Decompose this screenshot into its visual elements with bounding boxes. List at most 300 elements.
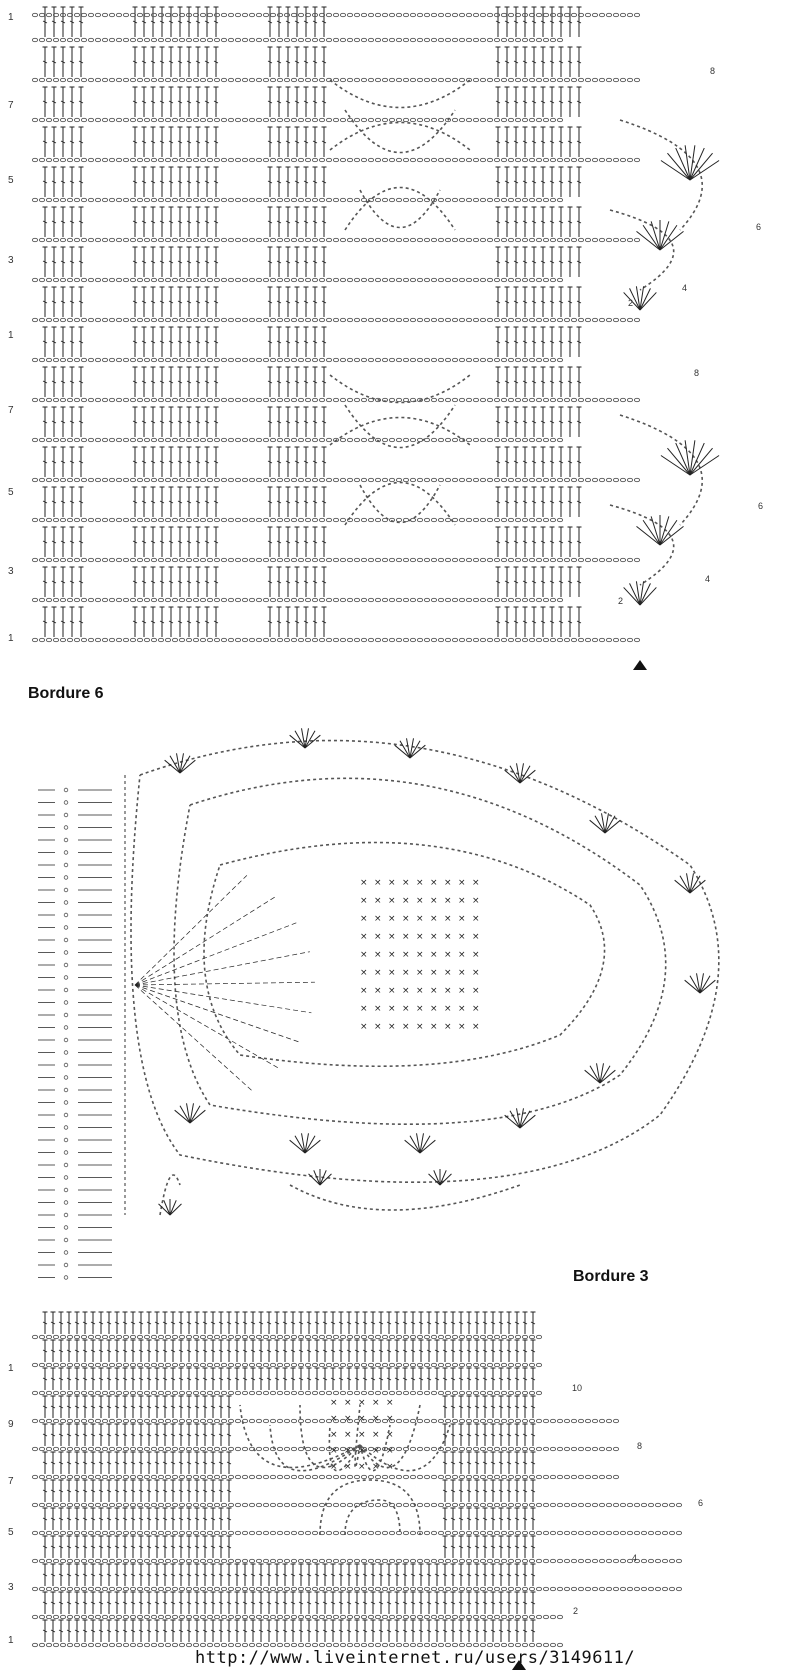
chain-stitch-icon [361,1559,366,1562]
chain-stitch-icon [123,1447,128,1450]
single-crochet-icon: × [416,1022,424,1032]
chain-stitch-icon [284,638,289,641]
chain-stitch-icon [186,1643,191,1646]
chain-stitch-icon [53,638,58,641]
chain-stitch-icon [214,558,219,561]
chain-stitch-icon [375,13,380,16]
chain-stitch-icon [263,238,268,241]
chain-stitch-icon [123,1643,128,1646]
chain-stitch-icon [53,318,58,321]
chain-stitch-icon [158,1615,163,1618]
chain-stitch-icon [613,558,618,561]
chain-stitch-icon [64,1251,68,1255]
chain-stitch-icon [284,198,289,201]
single-crochet-icon: × [430,950,438,960]
chain-stitch-icon [466,238,471,241]
chain-stitch-icon [480,1531,485,1534]
chain-stitch-icon [298,38,303,41]
chain-stitch-icon [424,358,429,361]
chain-stitch-icon [543,518,548,521]
chain-stitch-icon [53,1531,58,1534]
chain-stitch-icon [81,1531,86,1534]
chain-stitch-icon [389,158,394,161]
chain-stitch-icon [529,1559,534,1562]
chain-stitch-icon [333,1615,338,1618]
chain-stitch-icon [396,438,401,441]
chain-stitch-icon [396,1643,401,1646]
chain-stitch-icon [200,1643,205,1646]
chain-stitch-icon [319,1615,324,1618]
chain-stitch-icon [473,1503,478,1506]
chain-stitch-icon [172,78,177,81]
chain-stitch-icon [102,1503,107,1506]
chain-stitch-icon [480,358,485,361]
chain-stitch-icon [158,1531,163,1534]
chain-stitch-icon [375,318,380,321]
chain-stitch-icon [494,1475,499,1478]
chain-stitch-icon [599,638,604,641]
single-crochet-icon: × [374,896,382,906]
chain-stitch-icon [46,1643,51,1646]
single-crochet-icon: × [374,1022,382,1032]
chain-stitch-icon [431,118,436,121]
chain-stitch-icon [508,1643,513,1646]
chain-stitch-icon [501,398,506,401]
chain-stitch-icon [438,238,443,241]
chain-stitch-icon [487,118,492,121]
chain-stitch-icon [186,518,191,521]
chain-stitch-icon [459,158,464,161]
chain-stitch-icon [543,1503,548,1506]
chain-stitch-icon [333,1559,338,1562]
chain-stitch-icon [438,1475,443,1478]
chain-stitch-icon [256,278,261,281]
chain-stitch-icon [277,518,282,521]
chain-stitch-icon [648,1503,653,1506]
chain-stitch-icon [179,38,184,41]
chain-stitch-icon [130,638,135,641]
chain-stitch-icon [172,158,177,161]
chain-stitch-icon [249,438,254,441]
chain-stitch-icon [95,158,100,161]
chain-stitch-icon [487,398,492,401]
chain-stitch-icon [536,78,541,81]
chain-stitch-icon [179,78,184,81]
chain-stitch-icon [543,478,548,481]
chain-stitch-icon [39,158,44,161]
chain-stitch-icon [46,78,51,81]
chain-stitch-icon [298,238,303,241]
chain-stitch-icon [312,38,317,41]
chain-stitch-icon [102,318,107,321]
chain-stitch-icon [515,1531,520,1534]
chain-stitch-icon [438,198,443,201]
chain-stitch-icon [389,598,394,601]
chain-stitch-icon [529,1475,534,1478]
single-crochet-icon: × [360,878,368,888]
chain-stitch-icon [389,198,394,201]
chain-stitch-icon [354,518,359,521]
chain-stitch-icon [354,118,359,121]
chain-stitch-icon [81,398,86,401]
chain-stitch-icon [221,13,226,16]
chain-stitch-icon [102,478,107,481]
chain-stitch-icon [536,1531,541,1534]
chain-stitch-icon [116,1475,121,1478]
chain-stitch-icon [361,1475,366,1478]
chain-stitch-icon [368,358,373,361]
chain-stitch-icon [109,318,114,321]
chain-stitch-icon [179,1643,184,1646]
single-crochet-icon: × [402,968,410,978]
chain-stitch-icon [550,558,555,561]
single-crochet-icon: × [430,986,438,996]
chain-stitch-icon [88,1643,93,1646]
chain-stitch-icon [676,1503,681,1506]
chain-stitch-icon [74,1615,79,1618]
chain-stitch-icon [116,1503,121,1506]
chain-stitch-icon [270,398,275,401]
chain-stitch-icon [228,518,233,521]
chain-stitch-icon [627,238,632,241]
chain-stitch-icon [417,1587,422,1590]
chain-stitch-icon [354,1559,359,1562]
chain-stitch-icon [354,1615,359,1618]
chain-stitch-icon [557,1503,562,1506]
chain-stitch-icon [613,238,618,241]
chain-stitch-icon [501,118,506,121]
single-crochet-icon: × [388,986,396,996]
chain-stitch-icon [389,1559,394,1562]
chain-stitch-icon [494,1615,499,1618]
chain-stitch-icon [452,358,457,361]
chain-stitch-icon [172,1531,177,1534]
chain-stitch-icon [557,1531,562,1534]
chain-stitch-icon [242,13,247,16]
chain-stitch-icon [88,78,93,81]
chain-stitch-icon [137,1531,142,1534]
chain-stitch-icon [592,478,597,481]
chain-stitch-icon [515,1559,520,1562]
chain-stitch-icon [319,1559,324,1562]
chain-stitch-icon [207,478,212,481]
chain-stitch-icon [592,558,597,561]
chain-stitch-icon [522,358,527,361]
chain-stitch-icon [452,1559,457,1562]
chain-stitch-icon [613,1559,618,1562]
single-crochet-icon: × [458,932,466,942]
single-crochet-icon: × [360,986,368,996]
chain-stitch-icon [368,318,373,321]
chain-stitch-icon [74,1531,79,1534]
chain-stitch-icon [214,398,219,401]
chain-stitch-icon [347,198,352,201]
chain-stitch-icon [151,278,156,281]
chain-stitch-icon [284,13,289,16]
chain-stitch-icon [494,278,499,281]
chain-stitch-icon [396,318,401,321]
chain-stitch-icon [249,158,254,161]
chain-stitch-icon [480,478,485,481]
chain-stitch-icon [249,358,254,361]
chain-stitch-icon [228,1615,233,1618]
chain-stitch-icon [557,1475,562,1478]
single-crochet-icon: × [402,878,410,888]
chain-stitch-icon [326,198,331,201]
chain-stitch-icon [102,518,107,521]
chain-stitch-icon [564,1447,569,1450]
chain-stitch-icon [487,78,492,81]
chain-stitch-icon [46,118,51,121]
chain-stitch-icon [235,398,240,401]
chain-stitch-icon [396,1447,401,1450]
row-number: 5 [8,487,14,498]
chain-stitch-icon [158,1643,163,1646]
chain-stitch-icon [277,278,282,281]
chain-stitch-icon [424,238,429,241]
chain-stitch-icon [459,278,464,281]
chain-stitch-icon [249,278,254,281]
chain-stitch-icon [319,398,324,401]
chain-stitch-icon [67,398,72,401]
chain-stitch-icon [319,1475,324,1478]
chain-stitch-icon [137,278,142,281]
chain-stitch-icon [207,158,212,161]
chain-stitch-icon [64,1088,68,1092]
start-arrow-icon [633,660,647,670]
single-crochet-icon: × [458,914,466,924]
chain-stitch-icon [277,118,282,121]
chain-stitch-icon [599,318,604,321]
chain-stitch-icon [179,558,184,561]
chain-stitch-icon [32,1615,37,1618]
chain-stitch-icon [256,1475,261,1478]
chain-stitch-icon [256,238,261,241]
chain-stitch-icon [172,118,177,121]
chain-stitch-icon [291,438,296,441]
chain-stitch-icon [452,198,457,201]
chain-stitch-icon [207,1643,212,1646]
chain-stitch-icon [53,1503,58,1506]
chain-stitch-icon [277,78,282,81]
chain-stitch-icon [669,1531,674,1534]
chain-stitch-icon [116,1643,121,1646]
chain-stitch-icon [529,198,534,201]
chain-stitch-icon [207,398,212,401]
chain-stitch-icon [193,1559,198,1562]
chain-stitch-icon [165,1531,170,1534]
chain-stitch-icon [368,278,373,281]
chain-stitch-icon [249,1475,254,1478]
chain-stitch-icon [137,638,142,641]
chain-stitch-icon [277,1447,282,1450]
chain-stitch-icon [207,1447,212,1450]
chain-stitch-icon [410,558,415,561]
chain-stitch-icon [452,158,457,161]
chain-stitch-icon [368,1531,373,1534]
chain-stitch-icon [242,638,247,641]
chain-arc [620,415,702,525]
chain-stitch-icon [333,1643,338,1646]
chain-stitch-icon [543,238,548,241]
chain-stitch-icon [333,1475,338,1478]
chain-stitch-icon [389,318,394,321]
chain-stitch-icon [543,1587,548,1590]
chain-stitch-icon [536,478,541,481]
chain-stitch-icon [557,518,562,521]
chain-stitch-icon [459,1559,464,1562]
chain-stitch-icon [410,1475,415,1478]
chain-stitch-icon [389,1643,394,1646]
chain-stitch-icon [214,1447,219,1450]
chain-stitch-icon [613,478,618,481]
chain-stitch-icon [550,38,555,41]
chain-stitch-icon [109,278,114,281]
chain-stitch-icon [200,1447,205,1450]
chain-stitch-icon [312,358,317,361]
chain-stitch-icon [116,438,121,441]
chain-stitch-icon [613,1503,618,1506]
chain-stitch-icon [249,478,254,481]
chain-stitch-icon [522,1559,527,1562]
chain-stitch-icon [95,638,100,641]
chain-stitch-icon [256,1503,261,1506]
chain-stitch-icon [81,38,86,41]
chain-stitch-icon [466,478,471,481]
chain-stitch-icon [235,1587,240,1590]
chain-stitch-icon [494,518,499,521]
chain-stitch-icon [459,1615,464,1618]
chain-stitch-icon [606,558,611,561]
chain-stitch-icon [312,198,317,201]
chain-stitch-icon [529,1503,534,1506]
chain-stitch-icon [102,1643,107,1646]
chain-stitch-icon [501,78,506,81]
chain-stitch-icon [116,598,121,601]
chain-stitch-icon [116,118,121,121]
single-crochet-icon: × [444,950,452,960]
chain-stitch-icon [627,13,632,16]
chain-stitch-icon [116,158,121,161]
chain-stitch-icon [207,438,212,441]
chain-stitch-icon [46,278,51,281]
chain-stitch-icon [165,1559,170,1562]
chain-stitch-icon [410,13,415,16]
chain-stitch-icon [340,398,345,401]
chain-stitch-icon [60,318,65,321]
chain-stitch-icon [165,1643,170,1646]
chain-stitch-icon [123,13,128,16]
chain-stitch-icon [137,1559,142,1562]
chain-stitch-icon [46,38,51,41]
chain-stitch-icon [417,78,422,81]
chain-stitch-icon [88,478,93,481]
chain-stitch-icon [361,438,366,441]
chain-stitch-icon [606,1475,611,1478]
chain-stitch-icon [319,438,324,441]
chain-stitch-icon [417,13,422,16]
chain-stitch-icon [277,1643,282,1646]
chain-stitch-icon [144,1475,149,1478]
chain-stitch-icon [158,158,163,161]
chain-stitch-icon [95,78,100,81]
chain-stitch-icon [235,1615,240,1618]
chain-stitch-icon [64,888,68,892]
chain-stitch-icon [158,78,163,81]
chain-stitch-icon [592,318,597,321]
chain-stitch-icon [403,1643,408,1646]
chain-stitch-icon [53,118,58,121]
chain-stitch-icon [179,1587,184,1590]
chain-stitch-icon [494,1587,499,1590]
chain-stitch-icon [354,598,359,601]
chain-stitch-icon [522,38,527,41]
chain-stitch-icon [200,478,205,481]
chain-stitch-icon [130,1503,135,1506]
chain-stitch-icon [256,398,261,401]
single-crochet-icon: × [430,878,438,888]
chain-stitch-icon [522,1503,527,1506]
chain-stitch-icon [375,518,380,521]
chain-stitch-icon [480,598,485,601]
chain-stitch-icon [256,598,261,601]
chain-stitch-icon [438,1531,443,1534]
chain-stitch-icon [557,358,562,361]
chain-stitch-icon [515,638,520,641]
chain-stitch-icon [64,826,68,830]
chain-stitch-icon [277,198,282,201]
chain-stitch-icon [46,1503,51,1506]
chain-stitch-icon [32,78,37,81]
chain-stitch-icon [193,1475,198,1478]
chain-stitch-icon [102,38,107,41]
chain-stitch-icon [536,118,541,121]
chain-stitch-icon [466,438,471,441]
chain-stitch-icon [557,318,562,321]
chain-stitch-icon [599,1559,604,1562]
chain-stitch-icon [88,438,93,441]
chain-stitch-icon [361,518,366,521]
chain-stitch-icon [284,1475,289,1478]
fan-stitch-icon [643,520,660,545]
chain-stitch-icon [109,1531,114,1534]
chain-stitch-icon [263,1615,268,1618]
chain-stitch-icon [179,438,184,441]
chain-stitch-icon [53,278,58,281]
chain-stitch-icon [452,1615,457,1618]
chain-stitch-icon [354,38,359,41]
chain-stitch-icon [368,118,373,121]
chain-stitch-icon [95,558,100,561]
chain-stitch-icon [347,1531,352,1534]
chain-stitch-icon [424,318,429,321]
chain-stitch-icon [53,198,58,201]
chain-stitch-icon [424,78,429,81]
chain-stitch-icon [67,38,72,41]
chain-stitch-icon [172,38,177,41]
chain-stitch-icon [466,13,471,16]
chain-stitch-icon [578,318,583,321]
chain-stitch-icon [123,1531,128,1534]
chain-stitch-icon [431,1559,436,1562]
chain-stitch-icon [270,358,275,361]
chain-stitch-icon [333,278,338,281]
chain-stitch-icon [137,318,142,321]
chain-stitch-icon [228,1447,233,1450]
single-crochet-icon: × [430,896,438,906]
chain-stitch-icon [354,238,359,241]
chain-stitch-icon [235,558,240,561]
